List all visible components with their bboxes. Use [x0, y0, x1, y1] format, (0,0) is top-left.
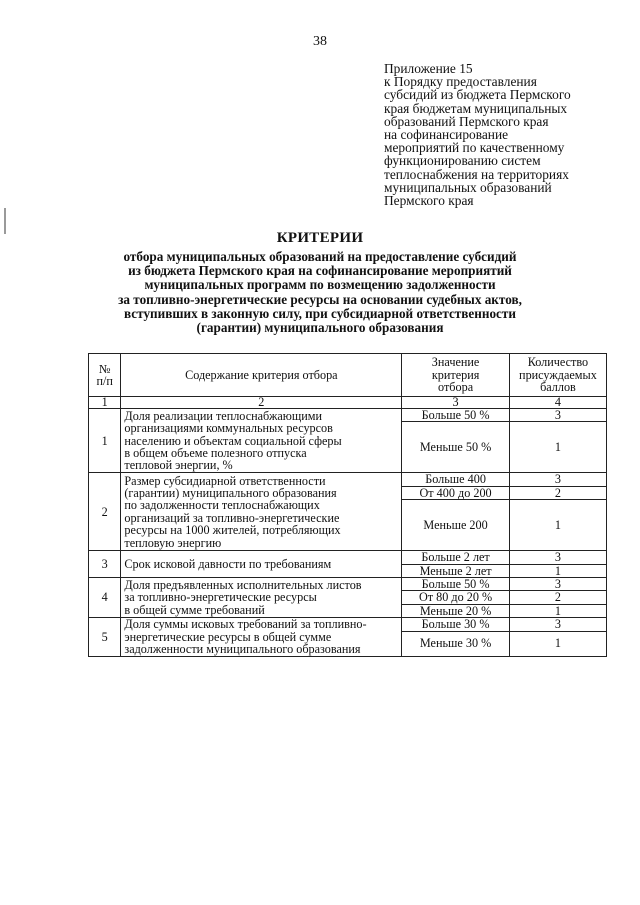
column-index: 1: [89, 397, 121, 409]
criterion-score: 3: [509, 473, 606, 486]
criterion-value: Меньше 200: [402, 500, 510, 551]
table-row: [89, 409, 607, 422]
criterion-value: От 400 до 200: [402, 486, 510, 499]
criterion-score: 1: [509, 604, 606, 617]
header-content: Содержание критерия отбора: [121, 354, 402, 397]
criterion-value: Меньше 20 %: [402, 604, 510, 617]
appendix-line: теплоснабжения на территориях: [384, 166, 569, 182]
criterion-text: Срок исковой давности по требованиям: [121, 551, 402, 578]
criterion-score: 1: [509, 564, 606, 577]
criterion-value: Меньше 30 %: [402, 631, 510, 656]
column-index: 3: [402, 397, 510, 409]
document-subtitle: [60, 250, 580, 335]
appendix-line: образований Пермского края: [384, 113, 549, 129]
criterion-text: Доля реализации теплоснабжающими организациями коммунальных ресурсов населению и объектам социальной сферы в общем объеме полезного отпуска тепловой энергии, %: [121, 409, 402, 473]
appendix-line: Пермского края: [384, 193, 474, 209]
criterion-value: Меньше 2 лет: [402, 564, 510, 577]
appendix-line: края бюджетам муниципальных: [384, 100, 568, 116]
column-index-row: [89, 397, 607, 409]
row-number: 2: [89, 473, 121, 551]
subtitle-line: отбора муниципальных образований на предоставление субсидий: [123, 249, 517, 264]
subtitle-line: вступивших в законную силу, при субсидиарной ответственности: [124, 305, 516, 321]
row-number: 3: [89, 551, 121, 578]
criterion-value: Больше 50 %: [402, 578, 510, 591]
row-number: 4: [89, 578, 121, 618]
criterion-score: 1: [509, 422, 606, 473]
criterion-value: Больше 400: [402, 473, 510, 486]
criterion-text: Доля предъявленных исполнительных листов за топливно-энергетические ресурсы в общей сумме требований: [121, 578, 402, 618]
appendix-line: функционированию систем: [384, 153, 541, 169]
appendix-line: на софинансирование: [384, 127, 509, 143]
criterion-score: 3: [509, 618, 606, 631]
subtitle-line: муниципальных программ по возмещению задолженности: [144, 277, 496, 293]
appendix-line: Приложение 15: [384, 61, 473, 76]
appendix-line: субсидий из бюджета Пермского: [384, 87, 571, 103]
row-number: 1: [89, 409, 121, 473]
page-number: 38: [313, 34, 327, 49]
column-index: 2: [121, 397, 402, 409]
criterion-text: Доля суммы исковых требований за топливно- энергетические ресурсы в общей сумме задолженности муниципального образования: [121, 618, 402, 656]
document-title: КРИТЕРИИ: [276, 230, 364, 246]
table-row: [89, 551, 607, 564]
appendix-line: мероприятий по качественному: [384, 140, 565, 156]
header-score: Количество присуждаемых баллов: [509, 354, 606, 397]
criterion-score: 1: [509, 500, 606, 551]
criterion-value: Больше 30 %: [402, 618, 510, 631]
table-row: [89, 578, 607, 591]
column-index: 4: [509, 397, 606, 409]
criterion-score: 2: [509, 486, 606, 499]
subtitle-line: из бюджета Пермского края на софинансирование мероприятий: [128, 263, 512, 279]
appendix-line: муниципальных образований: [384, 179, 552, 195]
table-header-row: [89, 354, 607, 397]
criterion-value: Меньше 50 %: [402, 422, 510, 473]
criterion-value: Больше 50 %: [402, 409, 510, 422]
criterion-text: Размер субсидиарной ответственности (гарантии) муниципального образования по задолженности теплоснабжающих организаций за топливно-энергетические ресурсы на 1000 жителей, потребляющих тепловую энергию: [121, 473, 402, 551]
criterion-value: От 80 до 20 %: [402, 591, 510, 604]
table-row: [89, 618, 607, 631]
subtitle-line: (гарантии) муниципального образования: [196, 320, 444, 336]
criterion-score: 1: [509, 631, 606, 656]
appendix-note: [384, 62, 634, 207]
criterion-score: 3: [509, 551, 606, 564]
criterion-value: Больше 2 лет: [402, 551, 510, 564]
header-number: № п/п: [89, 354, 121, 397]
criterion-score: 3: [509, 409, 606, 422]
subtitle-line: за топливно-энергетические ресурсы на основании судебных актов,: [118, 291, 522, 307]
header-value: Значение критерия отбора: [402, 354, 510, 397]
criterion-score: 3: [509, 578, 606, 591]
criterion-score: 2: [509, 591, 606, 604]
criteria-table: [88, 353, 607, 657]
appendix-line: к Порядку предоставления: [384, 74, 537, 90]
table-row: [89, 473, 607, 486]
row-number: 5: [89, 618, 121, 656]
